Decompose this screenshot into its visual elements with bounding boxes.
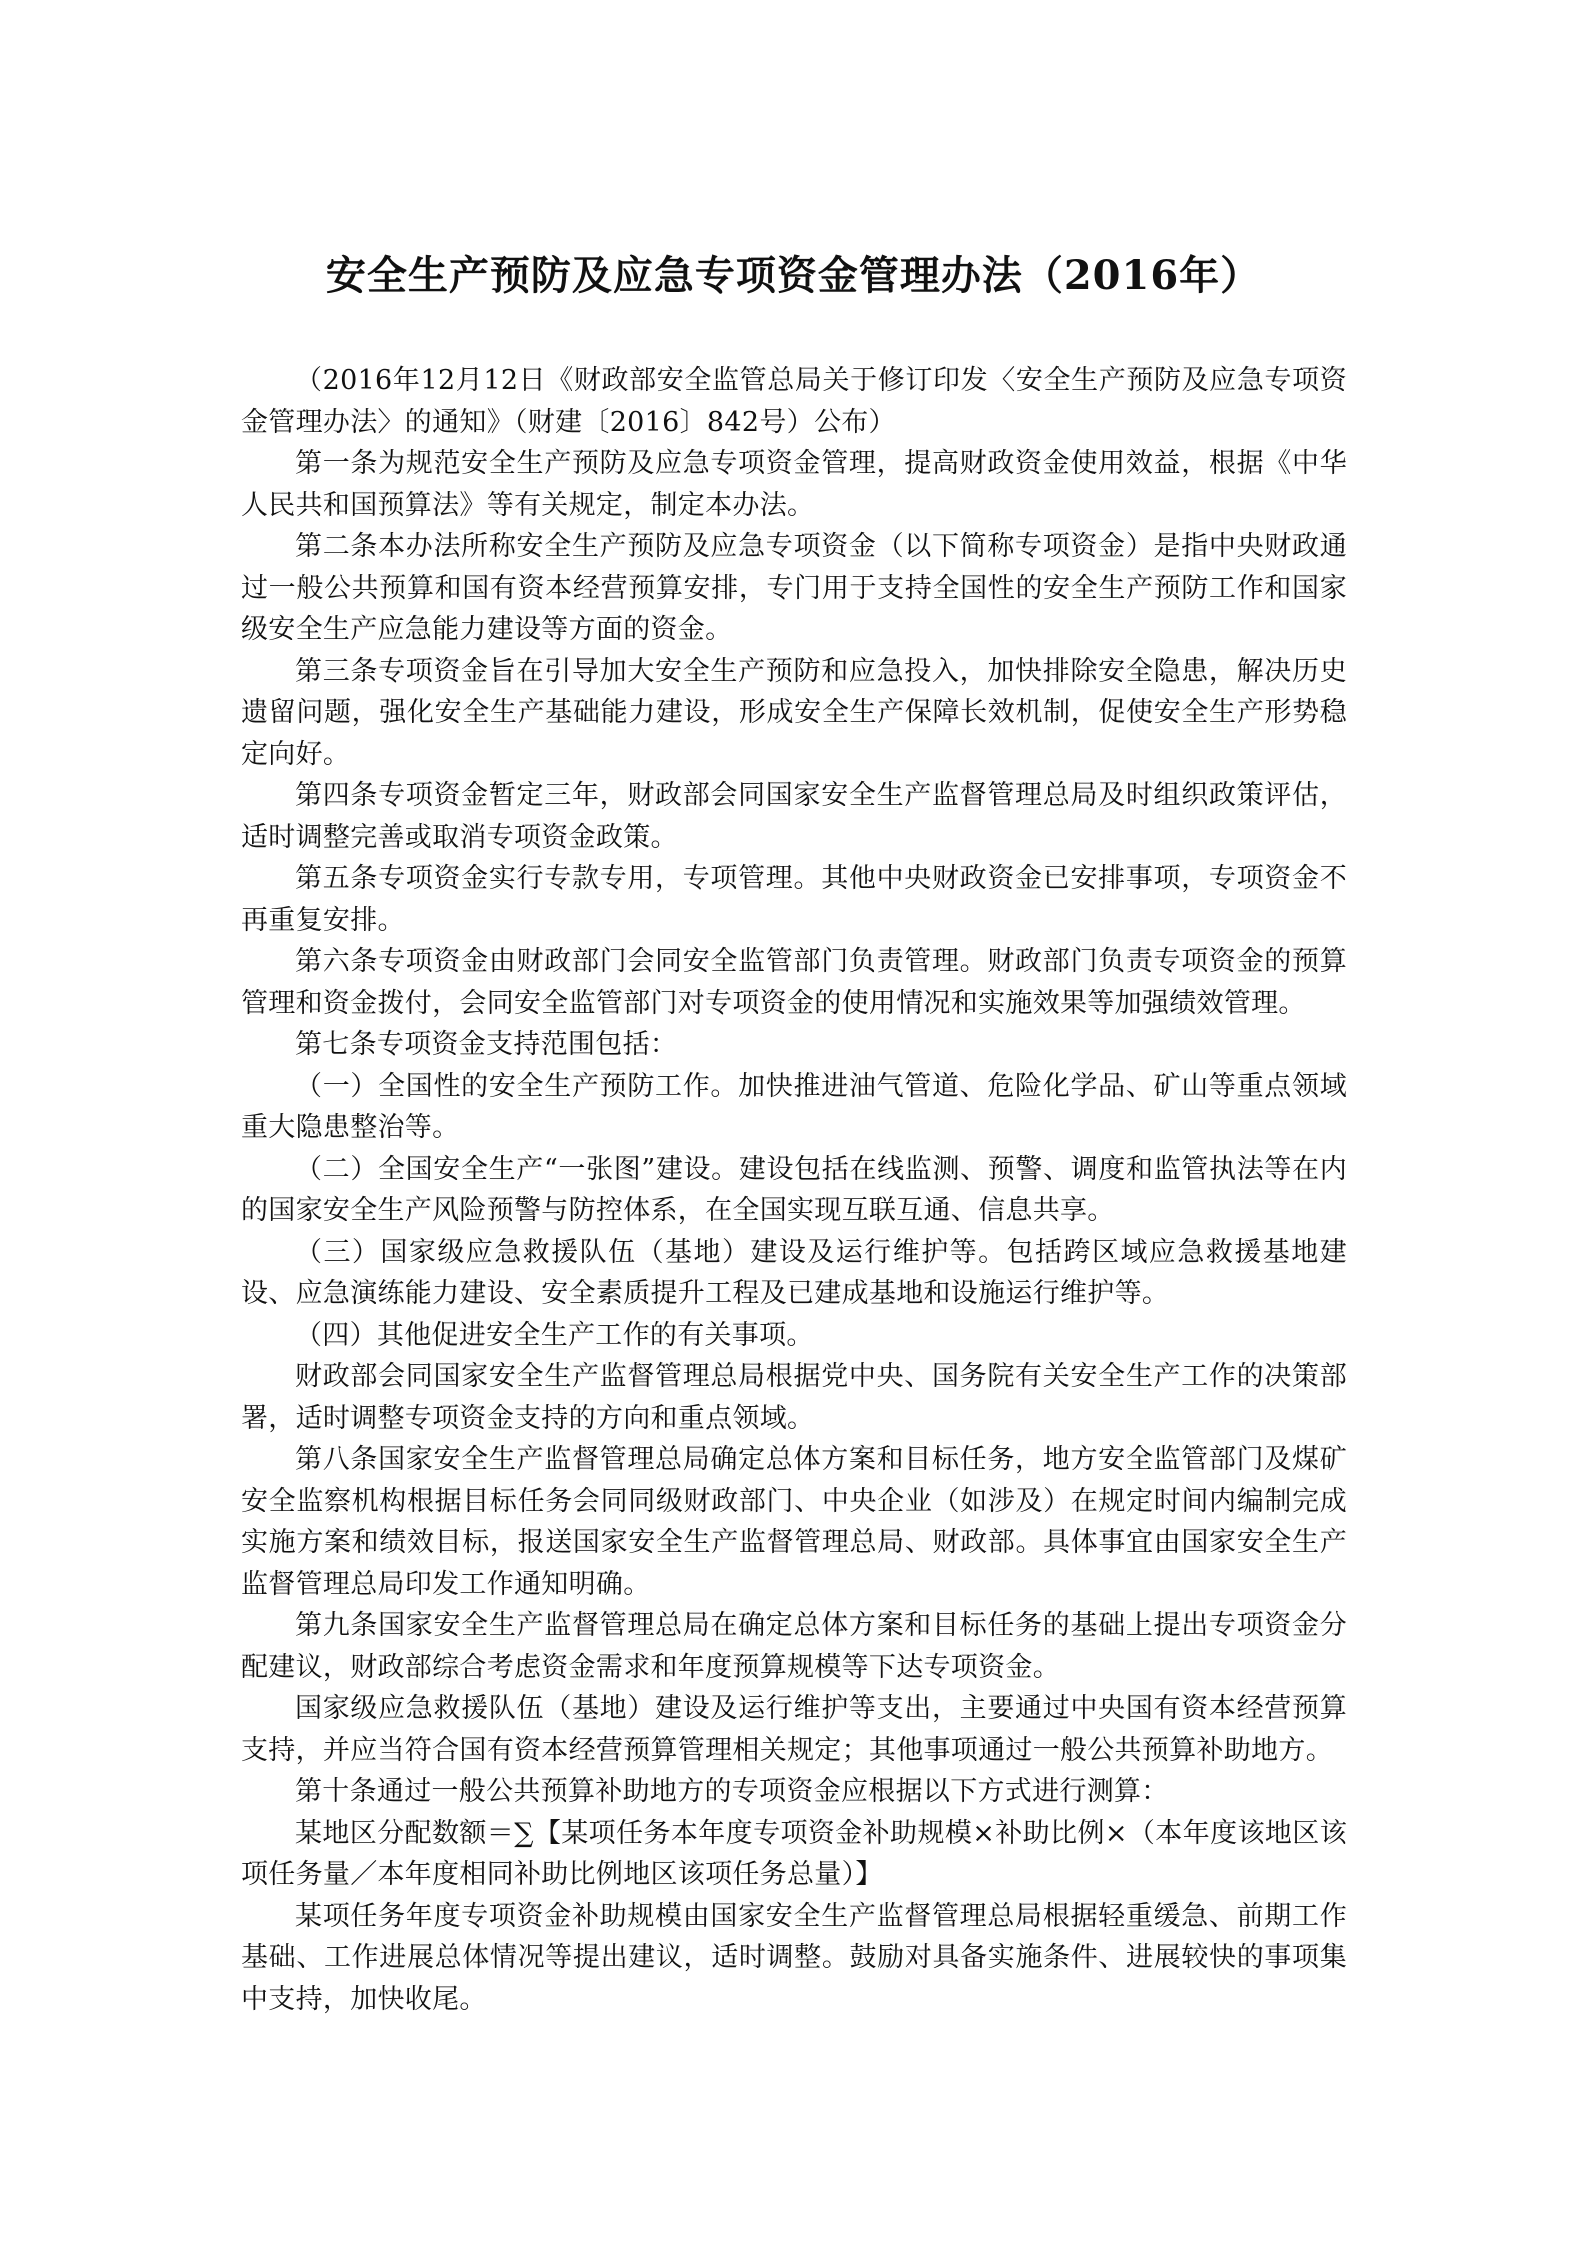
paragraph-article-3: 第三条专项资金旨在引导加大安全生产预防和应急投入，加快排除安全隐患，解决历史遗留问题，强化安全生产基础能力建设，形成安全生产保障长效机制，促使安全生产形势稳定向好。	[241, 655, 1347, 770]
paragraph-source-note: （2016年12月12日《财政部安全监管总局关于修订印发〈安全生产预防及应急专项资金管理办法〉的通知》（财建〔2016〕842号）公布）	[241, 365, 1347, 438]
paragraph-article-5: 第五条专项资金实行专款专用，专项管理。其他中央财政资金已安排事项，专项资金不再重复安排。	[241, 863, 1347, 936]
paragraph-article-6: 第六条专项资金由财政部门会同安全监管部门负责管理。财政部门负责专项资金的预算管理和资金拨付，会同安全监管部门对专项资金的使用情况和实施效果等加强绩效管理。	[241, 946, 1347, 1019]
paragraph-formula: 某地区分配数额＝∑【某项任务本年度专项资金补助规模×补助比例×（本年度该地区该项任务量／本年度相同补助比例地区该项任务总量）】	[241, 1817, 1347, 1890]
paragraph-article-7-item-4: （四）其他促进安全生产工作的有关事项。	[295, 1319, 814, 1351]
paragraph-article-8: 第八条国家安全生产监督管理总局确定总体方案和目标任务，地方安全监管部门及煤矿安全监察机构根据目标任务会同同级财政部门、中央企业（如涉及）在规定时间内编制完成实施方案和绩效目标，报送国家安全生产监督管理总局、财政部。具体事宜由国家安全生产监督管理总局印发工作通知明确。	[241, 1444, 1347, 1600]
paragraph-article-10: 第十条通过一般公共预算补助地方的专项资金应根据以下方式进行测算：	[295, 1776, 1169, 1807]
paragraph-article-7-item-3: （三）国家级应急救援队伍（基地）建设及运行维护等。包括跨区域应急救援基地建设、应急演练能力建设、安全素质提升工程及已建成基地和设施运行维护等。	[241, 1236, 1347, 1309]
paragraph-article-9: 第九条国家安全生产监督管理总局在确定总体方案和目标任务的基础上提出专项资金分配建议，财政部综合考虑资金需求和年度预算规模等下达专项资金。	[241, 1610, 1347, 1683]
paragraph-article-1: 第一条为规范安全生产预防及应急专项资金管理，提高财政资金使用效益，根据《中华人民共和国预算法》等有关规定，制定本办法。	[241, 448, 1347, 521]
paragraph-article-2: 第二条本办法所称安全生产预防及应急专项资金（以下简称专项资金）是指中央财政通过一般公共预算和国有资本经营预算安排，专门用于支持全国性的安全生产预防工作和国家级安全生产应急能力建设等方面的资金。	[241, 531, 1347, 645]
paragraph-article-7: 第七条专项资金支持范围包括：	[295, 1029, 678, 1060]
paragraph-article-7-item-1: （一）全国性的安全生产预防工作。加快推进油气管道、危险化学品、矿山等重点领域重大隐患整治等。	[241, 1070, 1347, 1143]
paragraph-article-7-note: 财政部会同国家安全生产监督管理总局根据党中央、国务院有关安全生产工作的决策部署，适时调整专项资金支持的方向和重点领域。	[241, 1361, 1347, 1434]
paragraph-article-7-item-2: （二）全国安全生产“一张图”建设。建设包括在线监测、预警、调度和监管执法等在内的国家安全生产风险预警与防控体系，在全国实现互联互通、信息共享。	[241, 1153, 1347, 1226]
paragraph-article-9-note: 国家级应急救援队伍（基地）建设及运行维护等支出，主要通过中央国有资本经营预算支持，并应当符合国有资本经营预算管理相关规定；其他事项通过一般公共预算补助地方。	[241, 1693, 1347, 1766]
paragraph-article-10-note: 某项任务年度专项资金补助规模由国家安全生产监督管理总局根据轻重缓急、前期工作基础、工作进展总体情况等提出建议，适时调整。鼓励对具备实施条件、进展较快的事项集中支持，加快收尾。	[241, 1900, 1347, 2015]
paragraph-article-4: 第四条专项资金暂定三年，财政部会同国家安全生产监督管理总局及时组织政策评估，适时调整完善或取消专项资金政策。	[241, 780, 1347, 853]
document-body	[241, 360, 1347, 2020]
document-title: 安全生产预防及应急专项资金管理办法（2016年）	[325, 252, 1262, 299]
